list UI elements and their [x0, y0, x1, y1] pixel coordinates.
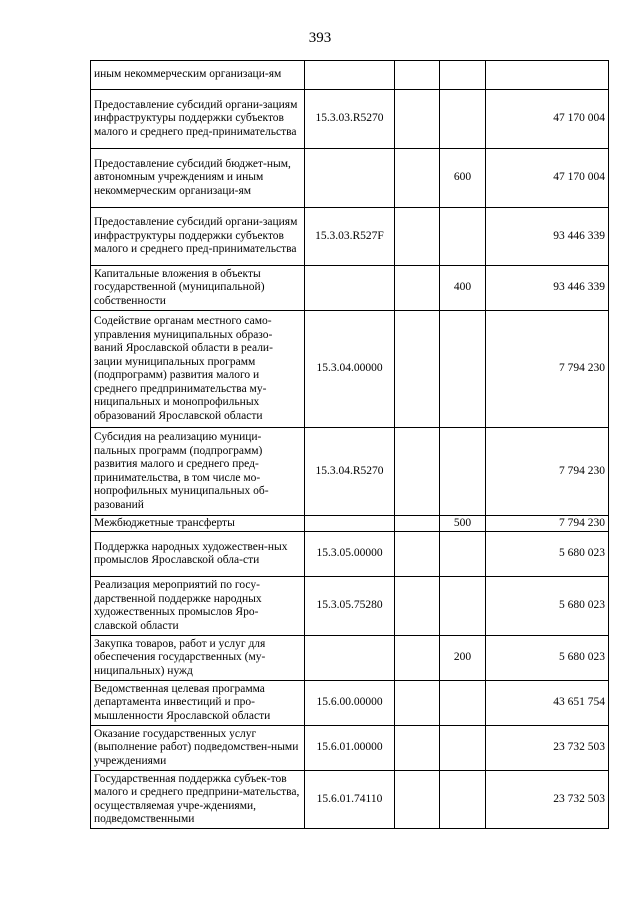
row-expense-type: 500: [440, 516, 486, 532]
table-row: [91, 636, 609, 681]
row-empty-cell: [395, 516, 440, 532]
row-name: Реализация мероприятий по госу-дарственной поддержке народных художественных промыслов Яро-славской области: [91, 577, 305, 636]
row-code: 15.3.03.R5270: [305, 90, 395, 149]
table-row: [91, 90, 609, 149]
table-row: [91, 208, 609, 266]
row-empty-cell: [395, 90, 440, 149]
row-empty-cell: [395, 726, 440, 771]
row-name: Предоставление субсидий органи-зациям инфраструктуры поддержки субъектов малого и среднего пред-принимательства: [91, 208, 305, 266]
row-expense-type: [440, 311, 486, 428]
row-expense-type: 400: [440, 266, 486, 311]
table-row: [91, 266, 609, 311]
row-expense-type: [440, 577, 486, 636]
row-amount: [486, 61, 609, 90]
row-code: [305, 61, 395, 90]
table-row: [91, 311, 609, 428]
row-code: [305, 149, 395, 208]
table-row: [91, 577, 609, 636]
row-name: Предоставление субсидий органи-зациям инфраструктуры поддержки субъектов малого и среднего пред-принимательства: [91, 90, 305, 149]
row-amount: 93 446 339: [486, 266, 609, 311]
row-empty-cell: [395, 311, 440, 428]
row-empty-cell: [395, 577, 440, 636]
row-name: Межбюджетные трансферты: [91, 516, 305, 532]
page-number: 393: [308, 30, 332, 46]
row-empty-cell: [395, 681, 440, 726]
table-row: [91, 61, 609, 90]
row-code: 15.6.01.74110: [305, 771, 395, 829]
row-empty-cell: [395, 208, 440, 266]
row-empty-cell: [395, 532, 440, 577]
row-amount: 7 794 230: [486, 516, 609, 532]
row-expense-type: [440, 771, 486, 829]
row-amount: 5 680 023: [486, 532, 609, 577]
row-name: Поддержка народных художествен-ных промыслов Ярославской обла-сти: [91, 532, 305, 577]
row-code: 15.6.01.00000: [305, 726, 395, 771]
row-expense-type: [440, 90, 486, 149]
row-name: Предоставление субсидий бюджет-ным, автономным учреждениям и иным некоммерческим организаци-ям: [91, 149, 305, 208]
row-expense-type: [440, 61, 486, 90]
row-expense-type: 200: [440, 636, 486, 681]
row-code: [305, 636, 395, 681]
table-row: [91, 149, 609, 208]
row-expense-type: [440, 428, 486, 516]
row-name: Капитальные вложения в объекты государственной (муниципальной) собственности: [91, 266, 305, 311]
row-expense-type: [440, 532, 486, 577]
row-name: Субсидия на реализацию муници-пальных программ (подпрограмм) развития малого и среднего пред-принимательства, в том числе мо-нопрофильных муниципальных об-разований: [91, 428, 305, 516]
row-expense-type: [440, 208, 486, 266]
table-row: [91, 771, 609, 829]
row-code: 15.3.05.00000: [305, 532, 395, 577]
row-amount: 47 170 004: [486, 90, 609, 149]
row-empty-cell: [395, 771, 440, 829]
table-row: [91, 516, 609, 532]
budget-table: [90, 60, 609, 829]
row-amount: 5 680 023: [486, 577, 609, 636]
row-name: Содействие органам местного само-управления муниципальных образо-ваний Ярославской области в реали-зации муниципальных программ (подпрограмм) развития малого и среднего предпринимательства му-ниципальных и монопрофильных образований Ярославской области: [91, 311, 305, 428]
row-name: Закупка товаров, работ и услуг для обеспечения государственных (му-ниципальных) нужд: [91, 636, 305, 681]
table-row: [91, 726, 609, 771]
table-row: [91, 681, 609, 726]
row-name: Ведомственная целевая программа департамента инвестиций и про-мышленности Ярославской области: [91, 681, 305, 726]
row-name: иным некоммерческим организаци-ям: [91, 61, 305, 90]
row-name: Государственная поддержка субъек-тов малого и среднего предприни-мательства, осуществляемая учре-ждениями, подведомственными: [91, 771, 305, 829]
row-empty-cell: [395, 149, 440, 208]
table-row: [91, 532, 609, 577]
row-code: [305, 516, 395, 532]
row-empty-cell: [395, 266, 440, 311]
row-amount: 47 170 004: [486, 149, 609, 208]
row-expense-type: 600: [440, 149, 486, 208]
row-amount: 23 732 503: [486, 771, 609, 829]
row-empty-cell: [395, 636, 440, 681]
row-amount: 43 651 754: [486, 681, 609, 726]
row-code: 15.3.03.R527F: [305, 208, 395, 266]
row-empty-cell: [395, 61, 440, 90]
row-expense-type: [440, 726, 486, 771]
row-amount: 7 794 230: [486, 311, 609, 428]
row-code: 15.6.00.00000: [305, 681, 395, 726]
row-amount: 23 732 503: [486, 726, 609, 771]
row-code: [305, 266, 395, 311]
row-amount: 5 680 023: [486, 636, 609, 681]
row-name: Оказание государственных услуг (выполнение работ) подведомствен-ными учреждениями: [91, 726, 305, 771]
row-amount: 93 446 339: [486, 208, 609, 266]
table-row: [91, 428, 609, 516]
row-code: 15.3.05.75280: [305, 577, 395, 636]
row-expense-type: [440, 681, 486, 726]
row-amount: 7 794 230: [486, 428, 609, 516]
row-code: 15.3.04.R5270: [305, 428, 395, 516]
row-empty-cell: [395, 428, 440, 516]
row-code: 15.3.04.00000: [305, 311, 395, 428]
